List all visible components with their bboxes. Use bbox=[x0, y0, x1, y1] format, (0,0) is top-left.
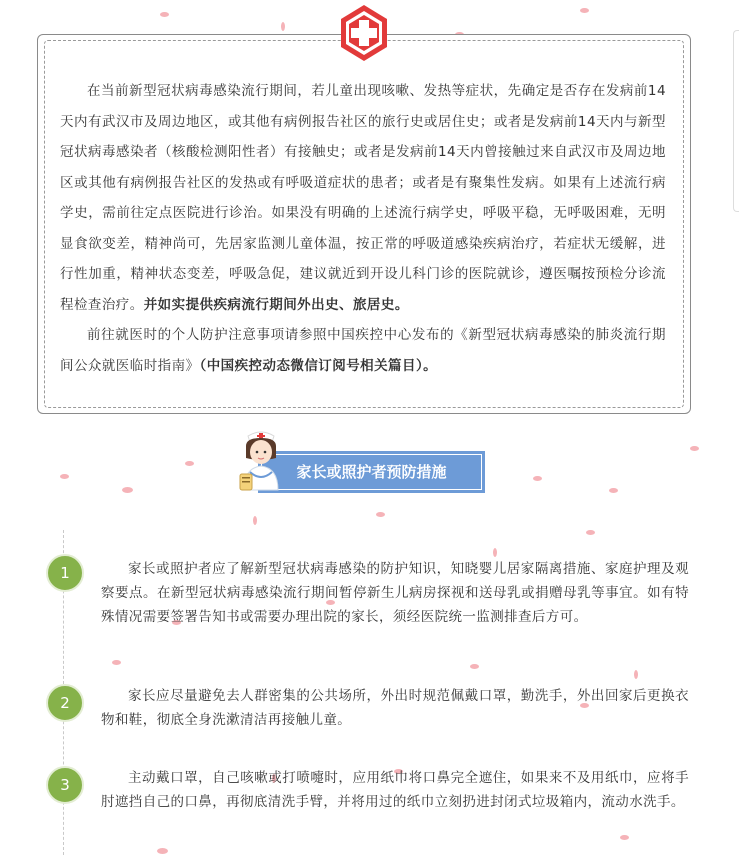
step-text: 家长或照护者应了解新型冠状病毒感染的防护知识，知晓婴儿居家隔离措施、家庭护理及观察要点。在新型冠状病毒感染流行期间暂停新生儿病房探视和送母乳或捐赠母乳等事宜。如有特殊情况需要签署告知书或需要办理出院的家长，须经医院统一监测排查后方可。 bbox=[101, 561, 689, 625]
step-number-badge: 1 bbox=[46, 554, 84, 592]
notice-line: 居家监测儿童体温，按正常的呼吸道感染疾病治疗，若症状无缓解，进行性加重，精神 bbox=[60, 235, 666, 282]
notice-emphasis: （中国疾控动态微信订阅号相关篇目）。 bbox=[199, 357, 438, 374]
adjacent-panel-edge bbox=[733, 30, 739, 212]
notice-line: 是发病前14天内与新型冠状病毒感染者（核酸检测阳性者）有接触史；或者是发病前 bbox=[60, 113, 666, 160]
step-text: 家长应尽量避免去人群密集的公共场所，外出时规范佩戴口罩，勤洗手，外出回家后更换衣物和鞋，彻底全身洗漱清洁再接触儿童。 bbox=[101, 688, 689, 728]
notice-text bbox=[60, 76, 666, 381]
notice-box bbox=[37, 34, 691, 414]
notice-line: 没有明确的上述流行病学史，呼吸平稳，无呼吸困难，无明显食欲变差，精神尚可，先 bbox=[60, 205, 666, 252]
section-header bbox=[258, 451, 485, 493]
notice-paragraph-2 bbox=[60, 320, 666, 381]
notice-paragraph-1 bbox=[60, 76, 666, 320]
notice-line: 前往就医时的个人防护注意事项请参照中国疾控中心发布的《新型冠状病毒感染的 bbox=[87, 327, 596, 343]
notice-line: 肺炎流行期间公众就医临时指南》 bbox=[60, 327, 667, 374]
step-text: 主动戴口罩，自己咳嗽或打喷嚏时，应用纸巾将口鼻完全遮住，如果来不及用纸巾，应将手肘遮挡自己的口鼻，再彻底清洗手臂，并将用过的纸巾立刻扔进封闭式垃圾箱内，流动水洗手。 bbox=[101, 770, 689, 810]
notice-line: 状态变差，呼吸急促，建议就近到开设儿科门诊的医院就诊，遵医嘱按预检分诊流程检 bbox=[60, 266, 667, 313]
step-number-badge: 2 bbox=[46, 684, 84, 722]
red-cross-icon bbox=[333, 2, 395, 64]
notice-line: 患者；或者是有聚集性发病。如果有上述流行病学史，需前往定点医院进行诊治。如果 bbox=[60, 174, 666, 221]
notice-line: 查治疗。 bbox=[87, 296, 144, 313]
notice-line: 在当前新型冠状病毒感染流行期间，若儿童出现咳嗽、发热等症状，先确定是否存 bbox=[87, 83, 592, 99]
notice-line: 14天内曾接触过来自武汉市及周边地区或其他有病例报告社区的发热或有呼吸道症状的 bbox=[60, 144, 667, 191]
step-number-badge: 3 bbox=[46, 766, 84, 804]
notice-emphasis: 并如实提供疾病流行期间外出史、旅居史。 bbox=[143, 296, 409, 313]
nurse-icon bbox=[236, 428, 286, 496]
section-title: 家长或照护者预防措施 bbox=[296, 463, 447, 481]
notice-line: 在发病前14天内有武汉市及周边地区，或其他有病例报告社区的旅行史或居住史；或者 bbox=[60, 83, 666, 130]
